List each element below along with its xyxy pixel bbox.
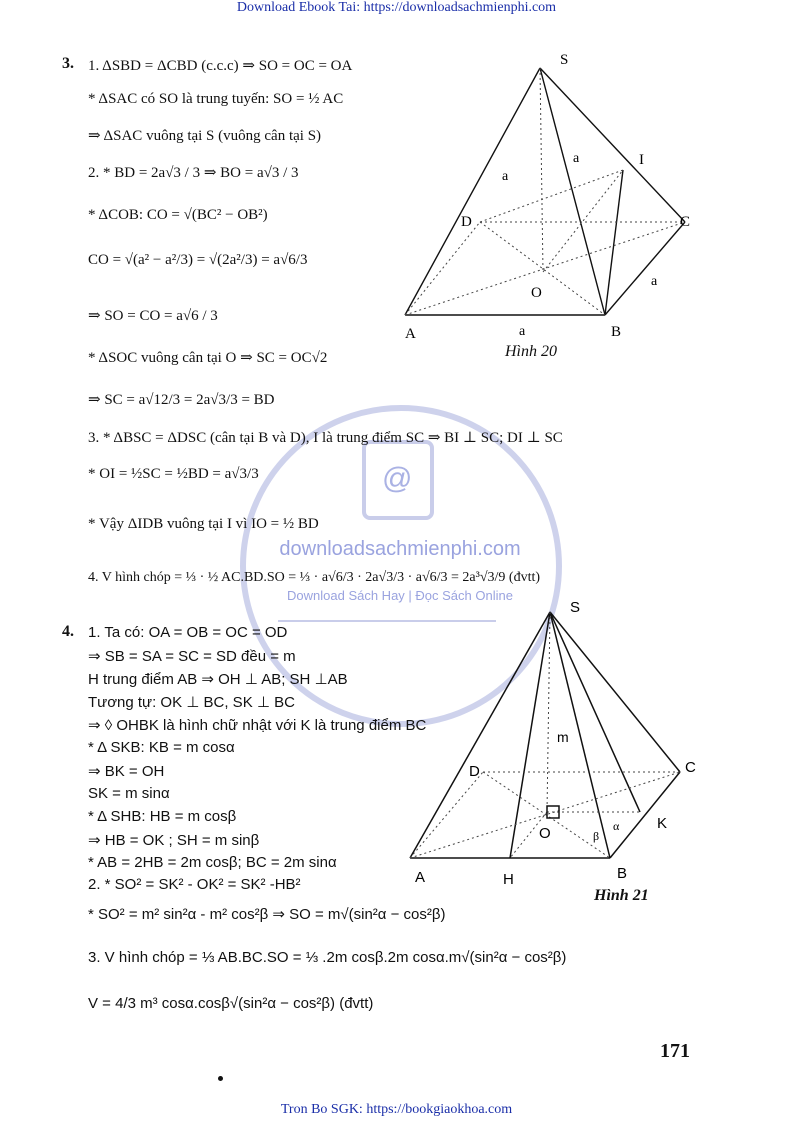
p3-line-9: ⇒ SC = a√12/3 = 2a√3/3 = BD [88, 392, 275, 408]
p3-line-6: CO = √(a² − a²/3) = √(2a²/3) = a√6/3 [88, 252, 308, 268]
fig20-edge-sb: a [573, 151, 580, 166]
figure-21-caption: Hình 21 [594, 887, 649, 904]
fig21-label-k: K [657, 815, 668, 832]
fig21-angle-alpha: α [613, 819, 620, 833]
p3-line-3: ⇒ ΔSAC vuông tại S (vuông cân tại S) [88, 128, 322, 144]
p3-line-7: ⇒ SO = CO = a√6 / 3 [88, 308, 218, 324]
watermark-tagline: Download Sách Hay | Đọc Sách Online [287, 588, 513, 603]
watermark-site: downloadsachmienphi.com [279, 538, 521, 560]
fig20-edge-sa: a [502, 169, 509, 184]
p4-line-11: * AB = 2HB = 2m cosβ; BC = 2m sinα [88, 854, 337, 871]
p3-line-10: 3. * ΔBSC = ΔDSC (cân tại B và D), I là trung điểm SC ⇒ BI ⊥ SC; DI ⊥ SC [88, 430, 563, 446]
fig21-label-o: O [539, 825, 551, 842]
fig20-label-a: A [405, 326, 416, 342]
footer-link[interactable]: Tron Bo SGK: https://bookgiaokhoa.com [280, 1102, 513, 1117]
p3-line-1: 1. ΔSBD = ΔCBD (c.c.c) ⇒ SO = OC = OA [88, 58, 353, 74]
fig20-label-b: B [611, 324, 622, 340]
p3-line-8: * ΔSOC vuông cân tại O ⇒ SC = OC√2 [88, 350, 328, 366]
fig21-label-d: D [469, 763, 480, 780]
p4-line-3: H trung điểm AB ⇒ OH ⊥ AB; SH ⊥AB [88, 671, 348, 688]
p3-line-5: * ΔCOB: CO = √(BC² − OB²) [88, 207, 268, 223]
p4-line-7: ⇒ BK = OH [88, 763, 165, 780]
notebook-at-icon: @ [362, 440, 434, 520]
p4-line-15: V = 4/3 m³ cosα.cosβ√(sin²α − cos²β) (đvtt) [88, 995, 374, 1012]
p4-line-1: 1. Ta có: OA = OB = OC = OD [88, 624, 288, 641]
fig21-label-m: m [557, 729, 569, 745]
fig21-label-h: H [503, 871, 514, 888]
figure-20 [395, 50, 725, 350]
p3-line-2: * ΔSAC có SO là trung tuyến: SO = ½ AC [88, 91, 344, 107]
p3-line-4: 2. * BD = 2a√3 / 3 ⇒ BO = a√3 / 3 [88, 165, 299, 181]
header-link[interactable]: Download Ebook Tai: https://downloadsachmienphi.com [236, 0, 557, 15]
p4-line-13: * SO² = m² sin²α - m² cos²β ⇒ SO = m√(sin²α − cos²β) [88, 906, 446, 923]
fig21-label-c: C [685, 759, 696, 776]
p4-line-4: Tương tự: OK ⊥ BC, SK ⊥ BC [88, 694, 295, 711]
fig21-angle-beta: β [593, 829, 600, 843]
p4-line-2: ⇒ SB = SA = SC = SD đều = m [88, 648, 296, 665]
p4-line-5: ⇒ ◊ OHBK là hình chữ nhật với K là trung điểm BC [88, 717, 427, 734]
fig20-edge-ab: a [519, 324, 526, 339]
fig20-label-i: I [639, 152, 644, 168]
fig20-label-c: C [680, 214, 691, 230]
p4-line-10: ⇒ HB = OK ; SH = m sinβ [88, 832, 260, 849]
fig20-edge-bc: a [651, 274, 658, 289]
p3-line-13: 4. V hình chóp = ⅓ · ½ AC.BD.SO = ⅓ · a√6/3 · 2a√3/3 · a√6/3 = 2a³√3/9 (đvtt) [88, 570, 541, 585]
fig20-label-o: O [531, 285, 542, 301]
p4-line-12: 2. * SO² = SK² - OK² = SK² -HB² [88, 876, 301, 893]
p4-line-6: * Δ SKB: KB = m cosα [88, 739, 235, 756]
p4-line-9: * Δ SHB: HB = m cosβ [88, 808, 237, 825]
figure-21 [405, 600, 715, 890]
stray-dot [218, 1076, 223, 1081]
problem-4-number: 4. [62, 623, 74, 640]
fig20-label-d: D [461, 214, 472, 230]
page-number: 171 [660, 1040, 690, 1062]
p4-line-8: SK = m sinα [88, 785, 170, 802]
fig21-label-a: A [415, 869, 426, 886]
fig21-label-s: S [570, 600, 581, 616]
fig21-label-b: B [617, 865, 628, 882]
problem-3-number: 3. [62, 55, 74, 72]
figure-20-caption: Hình 20 [505, 343, 557, 360]
p3-line-12: * Vậy ΔIDB vuông tại I vì IO = ½ BD [88, 516, 319, 532]
fig20-label-s: S [560, 52, 569, 68]
p3-line-11: * OI = ½SC = ½BD = a√3/3 [88, 466, 259, 482]
p4-line-14: 3. V hình chóp = ⅓ AB.BC.SO = ⅓ .2m cosβ.2m cosα.m√(sin²α − cos²β) [88, 949, 567, 966]
